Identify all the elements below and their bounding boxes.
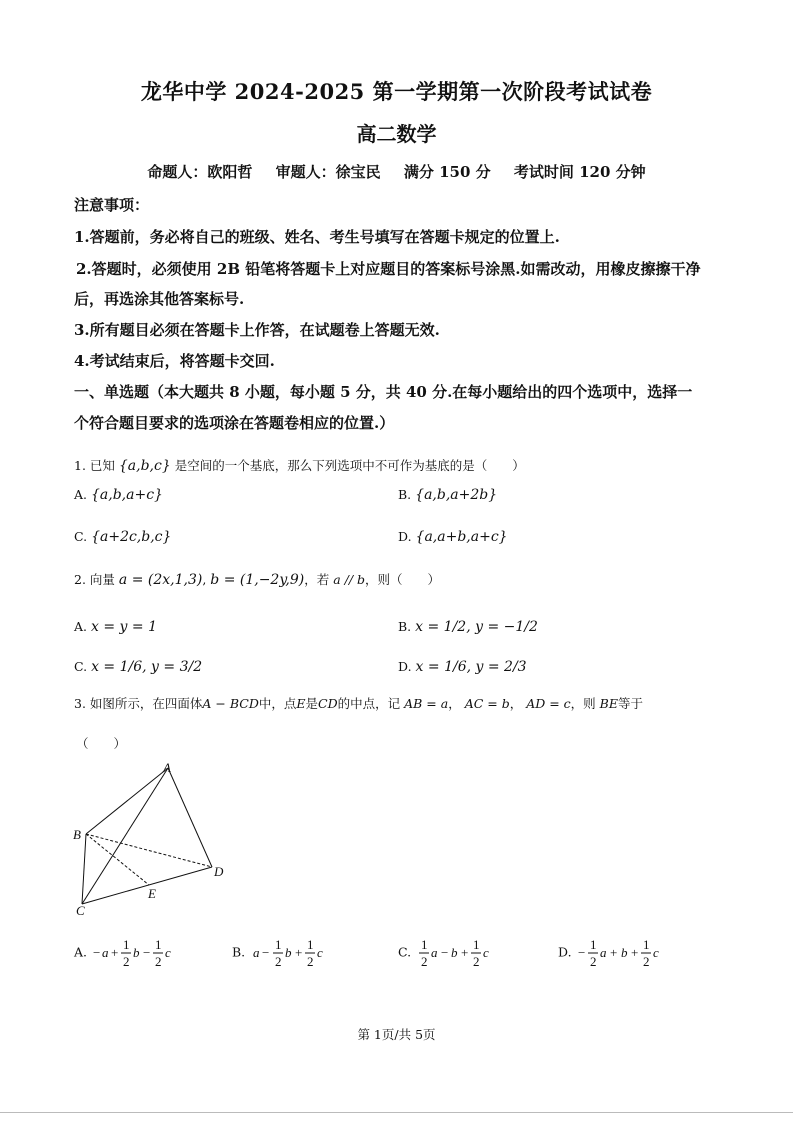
- q2-option-b[interactable]: [398, 619, 538, 635]
- full-score: 满分 150 分: [403, 163, 491, 181]
- option-expr: x = 1/6, y = 2/3: [415, 659, 527, 675]
- svg-text:2: 2: [473, 954, 480, 969]
- edge-ab: [86, 768, 168, 834]
- svg-text:b: b: [451, 945, 458, 960]
- q3-text: 3. 如图所示，在四面体: [74, 696, 203, 711]
- question-2-stem: 2. 向量 a = (2x,1,3), b = (1,−2y,9)，若 a // b，则（ ）: [74, 572, 441, 588]
- svg-text:1: 1: [307, 937, 314, 952]
- q2-suffix: ，则（ ）: [365, 572, 441, 587]
- section-heading-line1: 一、单选题（本大题共 8 小题，每小题 5 分，共 40 分.在每小题给出的四个选项中，选择一: [74, 383, 693, 401]
- svg-text:2: 2: [307, 954, 314, 969]
- svg-text:c: c: [317, 945, 323, 960]
- q3-is: 是: [305, 696, 319, 711]
- exam-meta: [0, 161, 793, 182]
- q1-option-a[interactable]: [74, 487, 163, 503]
- svg-text:−: −: [577, 945, 585, 960]
- q2-prefix: 2. 向量: [74, 572, 115, 587]
- reviewer: 审题人：徐宝民: [275, 163, 381, 181]
- svg-text:−: −: [262, 945, 270, 960]
- q3-ab: AB = a: [404, 696, 449, 711]
- svg-text:+: +: [461, 945, 469, 960]
- tetrahedron-figure: [70, 758, 240, 918]
- svg-text:b: b: [133, 945, 140, 960]
- label-e: E: [148, 886, 156, 901]
- question-1-stem: [74, 456, 525, 474]
- option-expr: x = 1/2, y = −1/2: [415, 619, 538, 635]
- q3-option-c[interactable]: [398, 936, 535, 970]
- svg-text:a: a: [431, 945, 438, 960]
- option-letter: D.: [558, 944, 572, 960]
- page-footer: 第 1页/共 5页: [357, 1027, 436, 1042]
- q3-option-a-expr: [91, 936, 211, 970]
- note-2-line1: 2.答题时，必须使用 2B 铅笔将答题卡上对应题目的答案标号涂黑.如需改动，用橡皮擦擦干净: [76, 260, 701, 278]
- svg-text:c: c: [652, 945, 659, 960]
- svg-text:−: −: [93, 945, 101, 960]
- note-4: 4.考试结束后，将答题卡交回.: [74, 352, 275, 370]
- svg-text:b: b: [620, 945, 628, 960]
- duration: 考试时间 120 分钟: [513, 163, 646, 181]
- option-expr: {a,b,a+c}: [91, 487, 163, 503]
- edge-bd-hidden: [86, 834, 212, 867]
- svg-text:1: 1: [123, 937, 130, 952]
- svg-text:+: +: [609, 945, 617, 960]
- q3-ac: AC = b: [464, 696, 510, 711]
- svg-text:a: a: [253, 945, 260, 960]
- svg-text:a: a: [599, 945, 607, 960]
- svg-text:2: 2: [123, 954, 130, 969]
- q3-option-b-expr: [249, 936, 369, 970]
- option-letter: B.: [398, 487, 412, 502]
- svg-text:+: +: [111, 945, 119, 960]
- q3-mid2: 的中点，记: [337, 696, 401, 711]
- q2-vector-b: b = (1,−2y,9): [210, 572, 305, 588]
- q1-option-b[interactable]: [398, 487, 497, 503]
- q2-option-d[interactable]: [398, 659, 527, 675]
- q3-option-b[interactable]: [232, 936, 369, 970]
- q2-cond: ，若: [304, 572, 330, 587]
- q2-option-a[interactable]: [74, 619, 157, 635]
- svg-text:1: 1: [642, 937, 650, 952]
- q2-vector-a: a = (2x,1,3): [118, 572, 203, 588]
- svg-text:2: 2: [642, 954, 650, 969]
- label-a: A: [163, 760, 171, 775]
- option-letter: A.: [74, 944, 88, 960]
- svg-text:−: −: [143, 945, 151, 960]
- q1-suffix: 是空间的一个基底，那么下列选项中不可作为基底的是（ ）: [174, 458, 525, 473]
- svg-text:2: 2: [589, 954, 597, 969]
- note-2-line2: 后，再选涂其他答案标号.: [74, 290, 245, 308]
- svg-text:−: −: [441, 945, 449, 960]
- svg-text:c: c: [483, 945, 489, 960]
- svg-text:a: a: [102, 945, 109, 960]
- segment-be-hidden: [86, 834, 149, 885]
- q1-set: {a,b,c}: [118, 458, 171, 474]
- svg-text:1: 1: [155, 937, 162, 952]
- question-3-stem: 3. 如图所示，在四面体A − BCD中，点E是CD的中点，记 AB = a， AC = b， AD = c，则 BE等于: [74, 696, 643, 711]
- q3-eq: 等于: [617, 696, 643, 711]
- option-expr: {a,b,a+2b}: [415, 487, 498, 503]
- q3-point-e: E: [296, 696, 306, 711]
- exam-subject: 高二数学: [356, 122, 437, 146]
- svg-text:2: 2: [155, 954, 162, 969]
- svg-text:1: 1: [473, 937, 480, 952]
- label-b: B: [73, 827, 81, 842]
- edge-ad: [168, 768, 212, 867]
- svg-text:b: b: [285, 945, 292, 960]
- edge-bc: [82, 834, 86, 904]
- bottom-divider: [0, 1112, 793, 1113]
- option-expr: {a+2c,b,c}: [91, 529, 172, 545]
- q3-answer-paren: （ ）: [76, 736, 127, 751]
- svg-text:c: c: [165, 945, 171, 960]
- svg-text:1: 1: [589, 937, 597, 952]
- label-c: C: [76, 903, 85, 918]
- q2-option-c[interactable]: [74, 659, 202, 675]
- option-letter: A.: [74, 619, 88, 634]
- q1-option-c[interactable]: [74, 529, 171, 545]
- svg-text:2: 2: [275, 954, 282, 969]
- q3-ad: AD = c: [526, 696, 571, 711]
- q3-option-d[interactable]: [558, 936, 706, 970]
- q3-option-d-expr: [576, 936, 706, 970]
- option-letter: C.: [74, 529, 88, 544]
- q3-be: BE: [599, 696, 618, 711]
- svg-text:1: 1: [275, 937, 282, 952]
- q3-option-c-expr: [415, 936, 535, 970]
- option-expr: x = 1/6, y = 3/2: [91, 659, 203, 675]
- option-letter: B.: [398, 619, 412, 634]
- q3-cd: CD: [318, 696, 338, 711]
- q3-tetra: A − BCD: [202, 696, 259, 711]
- svg-text:+: +: [295, 945, 303, 960]
- option-letter: B.: [232, 944, 246, 960]
- option-letter: C.: [398, 944, 412, 960]
- option-letter: D.: [398, 529, 412, 544]
- section-heading-line2: 个符合题目要求的选项涂在答题卷相应的位置.）: [74, 414, 395, 432]
- label-d: D: [214, 864, 224, 879]
- svg-text:+: +: [630, 945, 638, 960]
- note-1: 1.答题前，务必将自己的班级、姓名、考生号填写在答题卡规定的位置上.: [74, 228, 560, 246]
- option-letter: D.: [398, 659, 412, 674]
- q3-then: ，则: [570, 696, 596, 711]
- q1-option-d[interactable]: [398, 529, 508, 545]
- q1-prefix: 1. 已知: [74, 458, 115, 473]
- svg-text:2: 2: [421, 954, 428, 969]
- option-letter: A.: [74, 487, 88, 502]
- notes-heading: 注意事项：: [74, 196, 150, 214]
- exam-title: 龙华中学 2024-2025 第一学期第一次阶段考试试卷: [140, 79, 653, 104]
- option-expr: {a,a+b,a+c}: [415, 529, 508, 545]
- note-3: 3.所有题目必须在答题卡上作答，在试题卷上答题无效.: [74, 321, 440, 339]
- q3-mid: 中，点: [258, 696, 297, 711]
- option-letter: C.: [74, 659, 88, 674]
- q3-option-a[interactable]: [74, 936, 211, 970]
- q2-parallel: a // b: [333, 572, 366, 587]
- option-expr: x = y = 1: [91, 619, 157, 635]
- setter: 命题人：欧阳哲: [147, 163, 253, 181]
- svg-text:1: 1: [421, 937, 428, 952]
